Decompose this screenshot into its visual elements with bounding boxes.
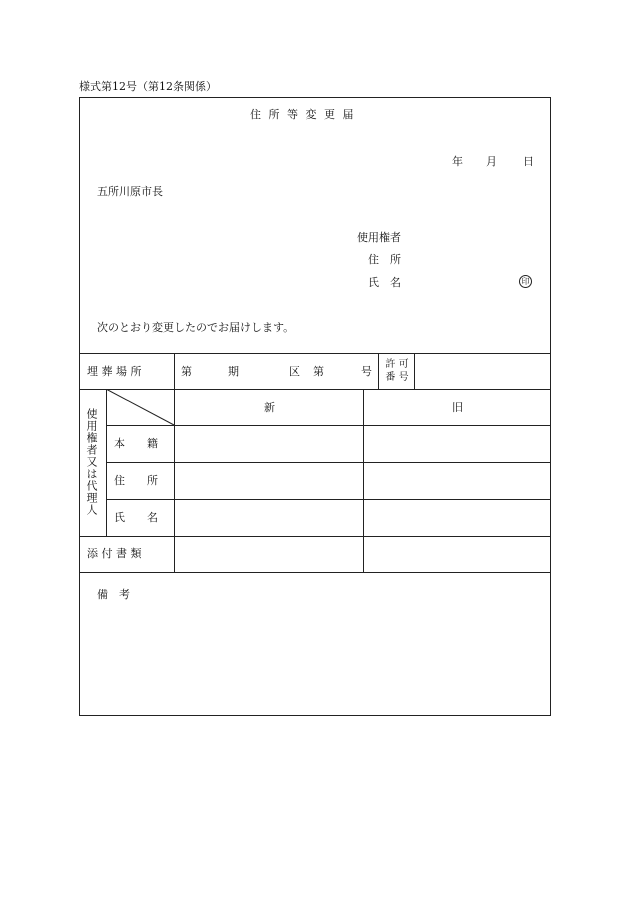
burial-site-dai2: 第 (313, 365, 324, 378)
form-title: 住 所 等 変 更 届 (250, 108, 356, 121)
column-header-new: 新 (264, 401, 275, 414)
burial-site-ku: 区 (289, 365, 300, 378)
applicant-address-label: 住 所 (368, 253, 401, 266)
date-year: 年 (452, 155, 463, 168)
divider (363, 389, 364, 572)
burial-site-ki: 期 (228, 365, 239, 378)
row-label-address: 住 所 (114, 474, 158, 487)
form-number: 様式第12号（第12条関係） (79, 80, 217, 93)
applicant-role: 使用権者 (357, 231, 401, 244)
divider (106, 499, 551, 500)
date-month: 月 (486, 155, 497, 168)
divider (79, 536, 551, 537)
date-day: 日 (523, 155, 534, 168)
divider (414, 353, 415, 389)
divider (378, 353, 379, 389)
row-label-domicile: 本 籍 (114, 437, 158, 450)
burial-site-label: 埋 葬 場 所 (87, 365, 142, 378)
permit-number-label-line1: 許 可 (385, 359, 409, 370)
intro-text: 次のとおり変更したのでお届けします。 (97, 321, 295, 334)
divider (174, 353, 175, 572)
diagonal-line (106, 389, 175, 426)
attachments-label: 添 付 書 類 (87, 547, 142, 560)
permit-number-label-line2: 番 号 (385, 372, 409, 383)
divider (79, 353, 551, 354)
burial-site-dai: 第 (181, 365, 192, 378)
burial-site-go: 号 (361, 365, 372, 378)
remarks-label: 備 考 (97, 588, 130, 601)
divider (79, 572, 551, 573)
section-label-user-or-agent: 使用権者又は代理人 (85, 408, 98, 516)
addressee: 五所川原市長 (97, 185, 163, 198)
seal-mark-icon: 印 (519, 275, 532, 288)
divider (106, 462, 551, 463)
applicant-name-label: 氏 名 (368, 276, 401, 289)
row-label-name: 氏 名 (114, 511, 158, 524)
column-header-old: 旧 (452, 401, 463, 414)
